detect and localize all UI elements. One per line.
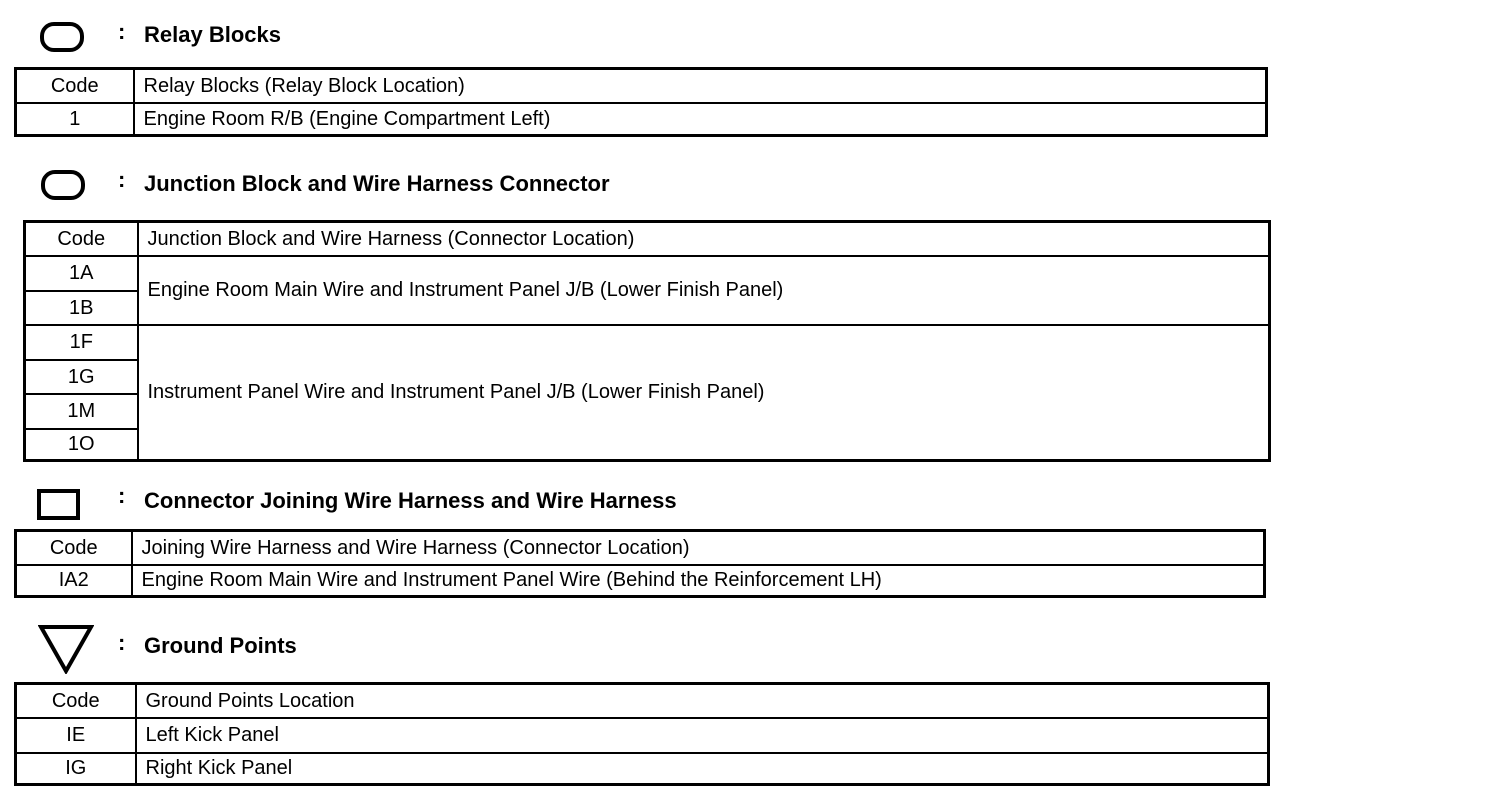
relay-blocks-colon: :: [118, 19, 126, 44]
location-cell: Left Kick Panel: [136, 718, 1269, 753]
location-cell: Engine Room Main Wire and Instrument Panel Wire (Behind the Reinforcement LH): [132, 565, 1265, 597]
table-row: [25, 256, 1270, 291]
location-cell: Engine Room Main Wire and Instrument Panel J/B (Lower Finish Panel): [138, 256, 1270, 325]
junction-block-heading: Junction Block and Wire Harness Connector: [144, 171, 610, 196]
table-row: [16, 753, 1269, 785]
location-cell: Right Kick Panel: [136, 753, 1269, 785]
code-header-cell: Code: [16, 531, 132, 565]
junction-block-rounded-rect-icon: [41, 170, 85, 200]
relay-block-rounded-rect-icon: [40, 22, 84, 52]
table-header-row: [16, 684, 1269, 718]
code-cell: IE: [16, 718, 136, 753]
junction-block-section-header: [0, 164, 1300, 204]
connector-rect-icon: [37, 489, 80, 520]
code-cell: 1: [16, 103, 134, 136]
code-header-cell: Code: [16, 684, 136, 718]
code-cell: 1G: [25, 360, 138, 394]
code-header-cell: Code: [16, 69, 134, 103]
table-row: [16, 103, 1267, 136]
ground-point-triangle-icon: [38, 624, 94, 674]
table-row: [16, 565, 1265, 597]
location-header-cell: Relay Blocks (Relay Block Location): [134, 69, 1267, 103]
code-cell: IG: [16, 753, 136, 785]
table-header-row: [25, 222, 1270, 256]
connector-joining-table: [14, 529, 1266, 598]
code-cell: 1M: [25, 394, 138, 429]
table-header-row: [16, 531, 1265, 565]
connector-joining-colon: :: [118, 483, 126, 508]
code-cell: 1O: [25, 429, 138, 461]
junction-block-colon: :: [118, 167, 126, 192]
location-header-cell: Joining Wire Harness and Wire Harness (Connector Location): [132, 531, 1265, 565]
ground-points-colon: :: [118, 630, 126, 655]
code-header-cell: Code: [25, 222, 138, 256]
location-cell: Instrument Panel Wire and Instrument Panel J/B (Lower Finish Panel): [138, 325, 1270, 461]
relay-blocks-heading: Relay Blocks: [144, 22, 281, 47]
table-row: [16, 718, 1269, 753]
location-header-cell: Junction Block and Wire Harness (Connector Location): [138, 222, 1270, 256]
connector-joining-section-header: [0, 480, 1300, 520]
location-cell: Engine Room R/B (Engine Compartment Left): [134, 103, 1267, 136]
ground-points-heading: Ground Points: [144, 633, 297, 658]
code-cell: 1A: [25, 256, 138, 291]
code-cell: 1F: [25, 325, 138, 360]
table-header-row: [16, 69, 1267, 103]
code-cell: 1B: [25, 291, 138, 325]
relay-blocks-table: [14, 67, 1268, 137]
relay-blocks-section-header: [0, 16, 1300, 56]
location-header-cell: Ground Points Location: [136, 684, 1269, 718]
connector-joining-heading: Connector Joining Wire Harness and Wire Harness: [144, 488, 677, 513]
ground-points-section-header: [0, 622, 1300, 662]
code-cell: IA2: [16, 565, 132, 597]
junction-block-table: [23, 220, 1271, 462]
table-row: [25, 325, 1270, 360]
ground-points-table: [14, 682, 1270, 786]
